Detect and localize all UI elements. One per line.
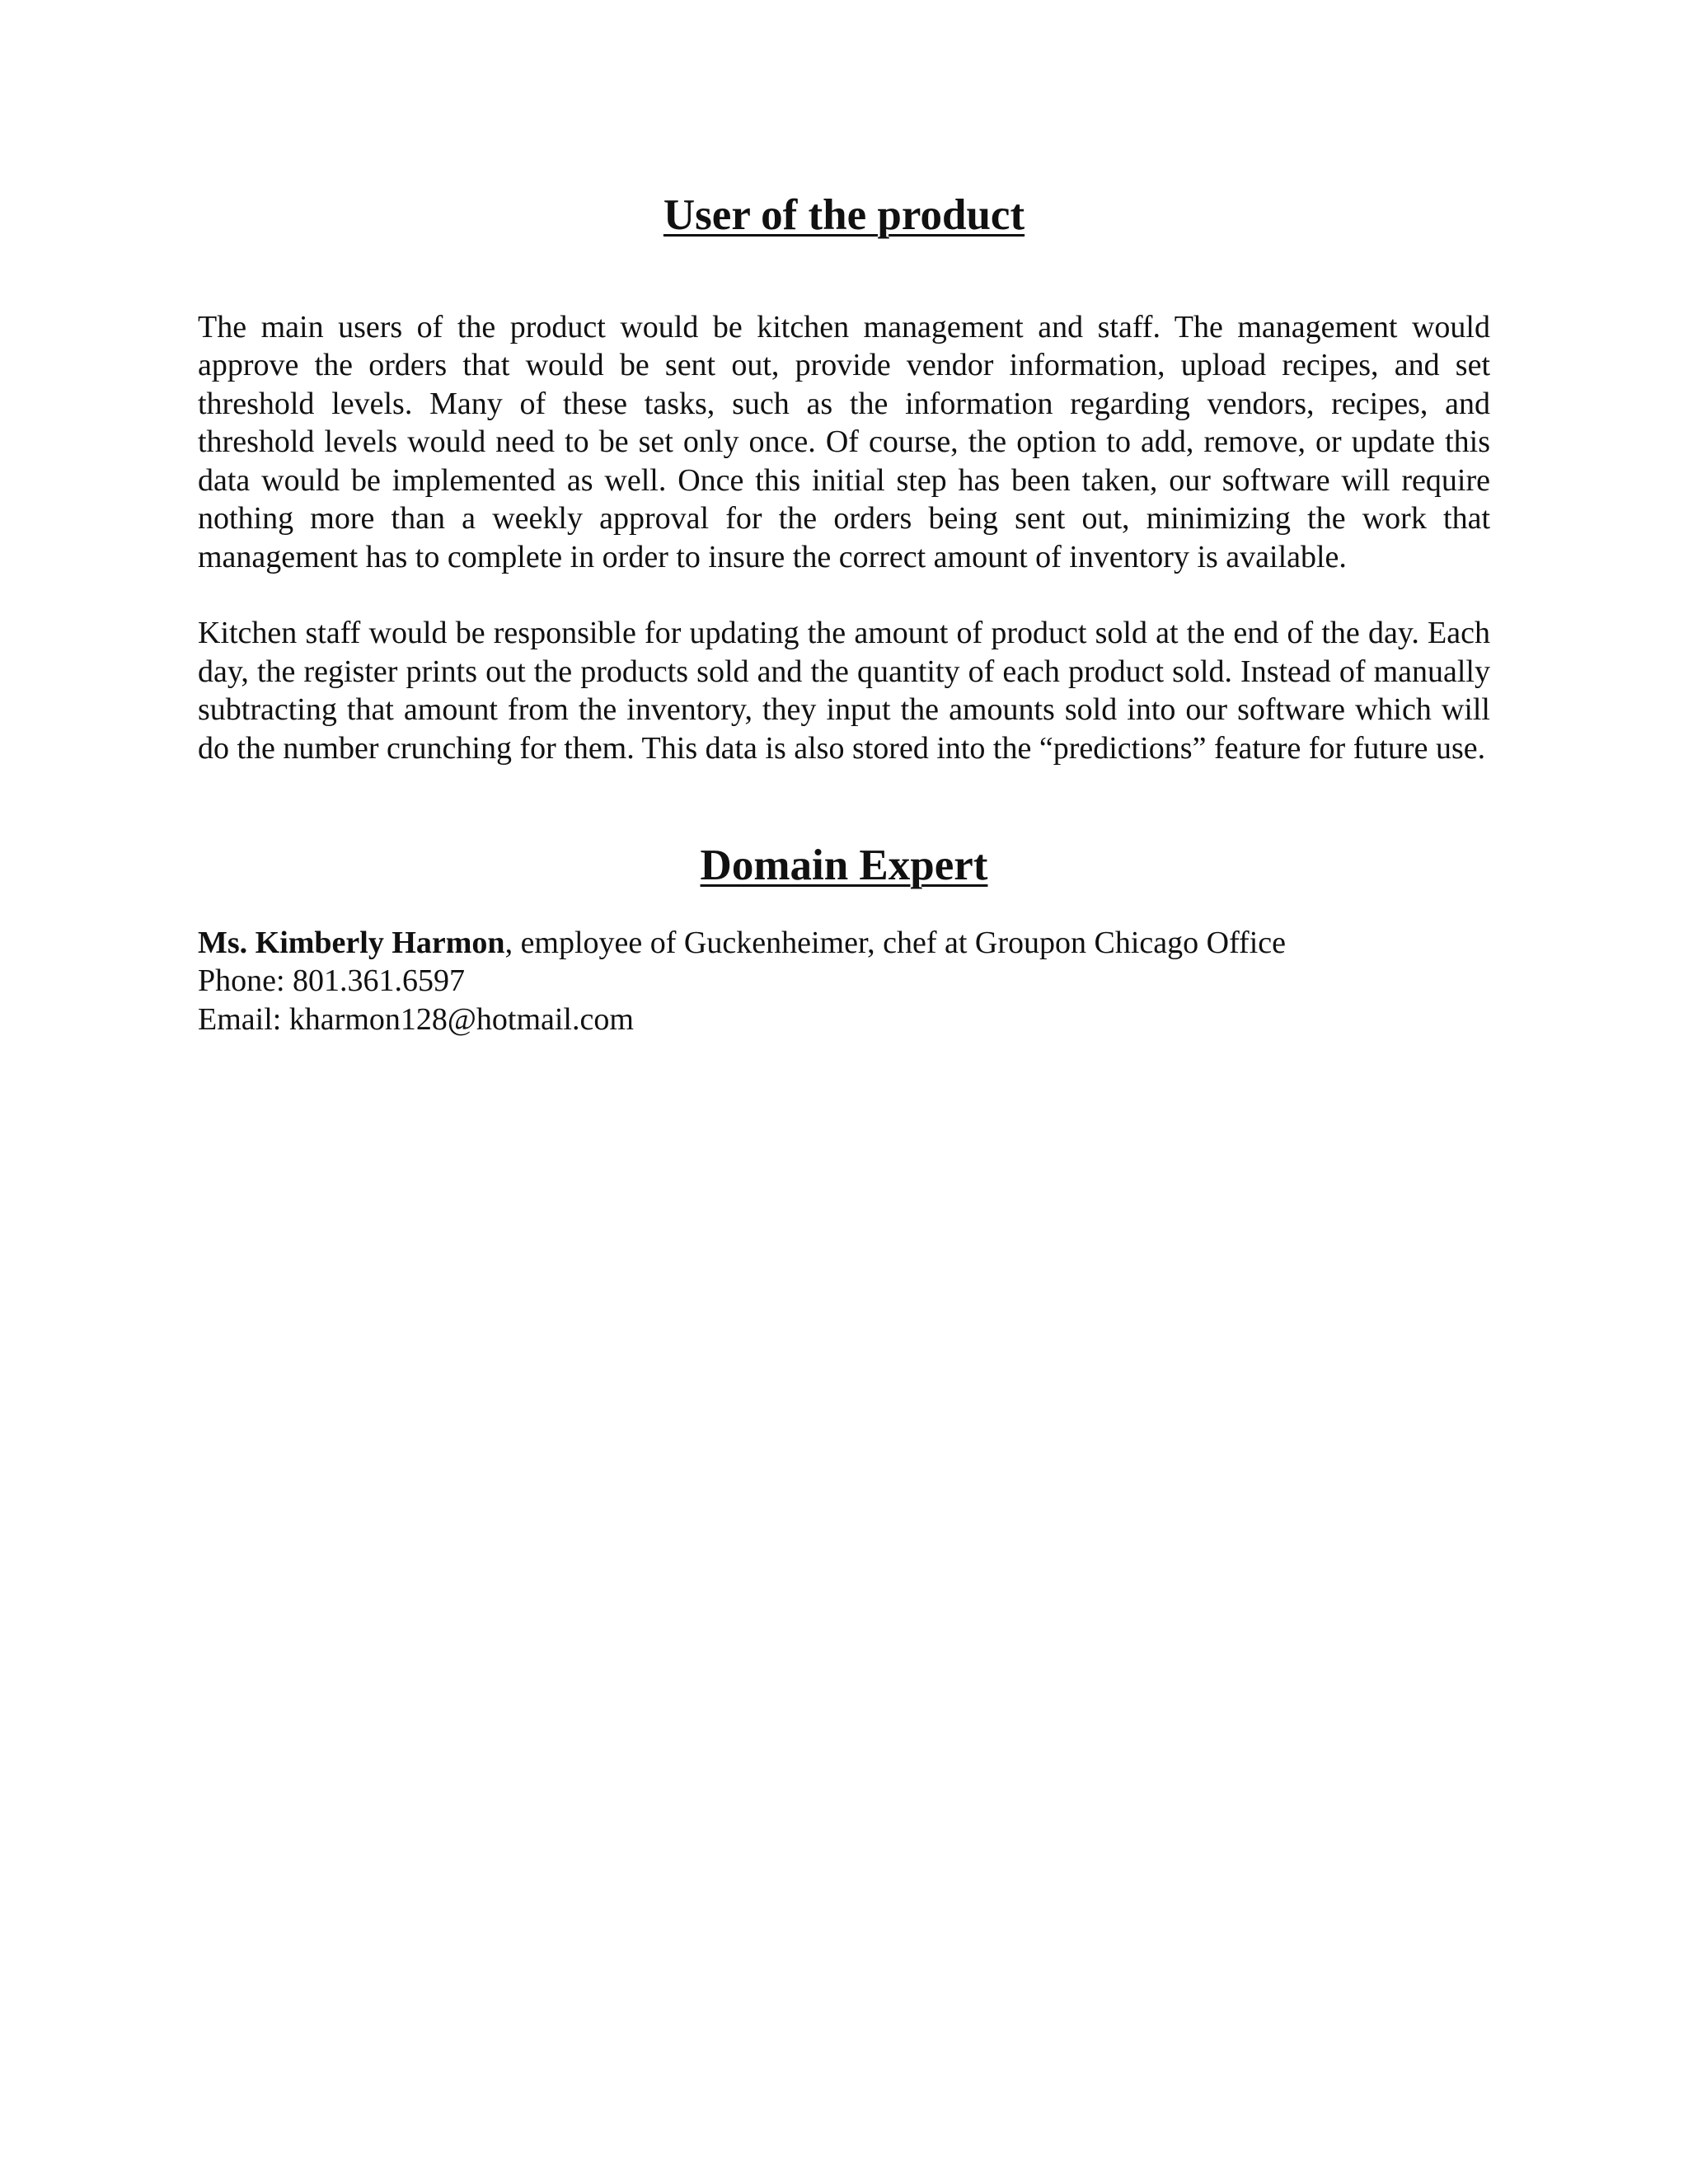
expert-phone: Phone: 801.361.6597 — [198, 963, 466, 999]
paragraph-management: The main users of the product would be kitchen management and staff. The management would approve the orders that would be sent out, provide vendor information, upload recipes, and set threshold levels. Many of these tasks, such as the information regarding vendors, recipes, and threshold levels would need to be set only once. Of course, the option to add, remove, or update this data would be implemented as well. Once this initial step has been taken, our software will require nothing more than a weekly approval for the orders being sent out, minimizing the work that management has to complete in order to insure the correct amount of inventory is available. — [198, 309, 1490, 574]
section-heading-domain-expert: Domain Expert — [700, 841, 988, 890]
expert-line — [198, 924, 1490, 963]
paragraph-kitchen-staff: Kitchen staff would be responsible for updating the amount of product sold at the end of the day. Each day, the register prints out the products sold and the quantity of each product sold. Instead of manually subtracting that amount from the inventory, they input the amounts sold into our software which will do the number crunching for them. This data is also stored into the “predictions” feature for future use. — [198, 616, 1490, 766]
document-page — [198, 190, 1490, 1038]
expert-email: Email: kharmon128@hotmail.com — [198, 1001, 634, 1037]
expert-affiliation: , employee of Guckenheimer, chef at Groupon Chicago Office — [504, 925, 1286, 960]
domain-expert-contact — [198, 924, 1490, 1039]
expert-name: Ms. Kimberly Harmon — [198, 925, 505, 960]
section-heading-user-of-product: User of the product — [663, 191, 1025, 239]
